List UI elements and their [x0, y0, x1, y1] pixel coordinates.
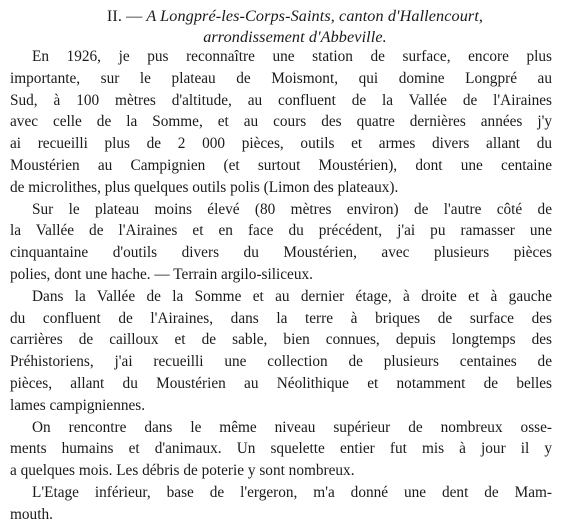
text-line: de microlithes, plus quelques outils polis (Limon des plateaux). [10, 178, 399, 196]
section-title-line-2: arrondissement d'Abbeville. [203, 28, 387, 46]
paragraph-3 [10, 286, 552, 417]
text-line: En 1926, je pus reconnaître une station de surface, encore plus [32, 48, 552, 65]
text-line: On rencontre dans le même niveau supérieur de nombreux osse- [32, 418, 552, 436]
text-line: Sur le plateau moins élevé (80 mètres environ) de l'autre côté de [32, 200, 552, 218]
text-line: polies, dont une hache. — Terrain argilo-siliceux. [10, 265, 313, 283]
text-line: ai recueilli plus de 2 000 pièces, outils et armes divers allant du [10, 135, 552, 153]
text-line: Sud, à 100 mètres d'altitude, au confluent de la Vallée de l'Airaines [10, 91, 552, 109]
text-line: ments humains et d'animaux. Un squelette entier fut mis à jour il y [10, 440, 552, 458]
text-line: a quelques mois. Les débris de poterie y sont nombreux. [10, 462, 355, 480]
text-line: du confluent de l'Airaines, dans la terre à briques de surface des [10, 309, 552, 327]
text-line: cinquantaine d'outils divers du Moustérien, avec plusieurs pièces [10, 244, 552, 262]
paragraph-2 [10, 199, 552, 286]
section-heading-line-1 [60, 6, 530, 27]
section-number: II. — [106, 7, 143, 25]
text-line: mouth. [10, 505, 53, 523]
text-line: la Vallée de l'Airaines et en face du précédent, j'ai pu ramasser une [10, 222, 552, 240]
text-line: Moustérien au Campignien (et surtout Moustérien), dont une centaine [10, 156, 552, 174]
paragraph-4 [10, 417, 552, 482]
text-line: Dans la Vallée de la Somme et au dernier étage, à droite et à gauche [32, 287, 552, 305]
section-title-line-1: A Longpré-les-Corps-Saints, canton d'Hallencourt, [146, 7, 484, 25]
text-line: Préhistoriens, j'ai recueilli une collection de plusieurs centaines de [10, 353, 552, 371]
text-line: lames campigniennes. [10, 396, 146, 414]
text-line: importante, sur le plateau de Moismont, qui domine Longpré au [10, 69, 552, 87]
text-line: carrières de cailloux et de sable, bien connues, depuis longtemps des [10, 331, 552, 349]
document-body [10, 46, 552, 526]
section-heading [60, 6, 530, 48]
text-line: L'Etage inférieur, base de l'ergeron, m'a donné une dent de Mam- [32, 483, 552, 501]
text-line: pièces, allant du Moustérien au Néolithique et notamment de belles [10, 374, 552, 392]
text-line: avec celle de la Somme, et au cours des quatre dernières années j'y [10, 113, 552, 131]
paragraph-1 [10, 46, 552, 199]
